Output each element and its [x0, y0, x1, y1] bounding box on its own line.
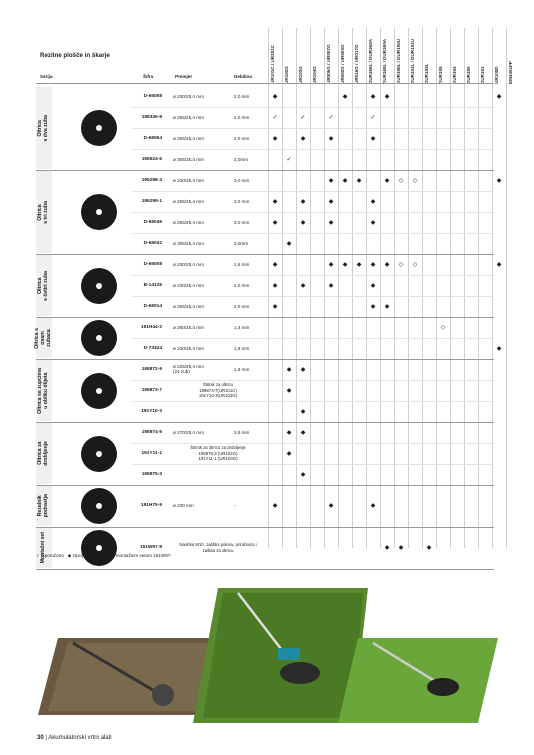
product-code: 191H44-2: [140, 324, 162, 330]
section-title: Rezilne plošče in škarje: [40, 52, 110, 59]
row-divider: [132, 443, 494, 444]
hollow-diamond-icon: ◇: [440, 324, 446, 331]
model-header: DUR181: [480, 66, 485, 84]
thickness-value: 2,0mm: [234, 156, 249, 162]
product-code: D-66014: [143, 303, 162, 309]
product-code: 199873-7: [141, 387, 162, 393]
model-header: UR102G: [284, 66, 289, 84]
diamond-icon: ◆: [496, 345, 502, 352]
product-code: 191H75-9: [140, 503, 162, 508]
row-divider: [132, 275, 494, 276]
model-header: UR104G: [312, 66, 317, 84]
diamond-icon: ◆: [300, 366, 306, 373]
group-divider: [36, 569, 494, 570]
blade-hole: [96, 503, 102, 509]
product-code: 191Y11-1: [141, 450, 162, 456]
diamond-icon: ◆: [496, 93, 502, 100]
product-code: 195299-1: [141, 198, 162, 204]
diamond-icon: ◆: [300, 135, 306, 142]
header-rule: [36, 83, 494, 84]
model-header: EM4351FP: [508, 61, 513, 84]
product-code: D-66064: [143, 135, 162, 141]
diameter-value: ø 255/25,4 mm: [173, 198, 204, 204]
diamond-icon: ◆: [370, 303, 376, 310]
diamond-icon: ◆: [496, 261, 502, 268]
trimmer-motor: [278, 648, 300, 660]
group-divider: [36, 254, 494, 255]
group-label: [36, 528, 52, 568]
diamond-icon: ◆: [272, 198, 278, 205]
product-code: 195298-3: [141, 177, 162, 183]
diamond-icon: ◆: [286, 240, 292, 247]
diamond-icon: ◆: [300, 282, 306, 289]
diamond-icon: ◆: [286, 387, 292, 394]
product-code: 198874-5: [141, 429, 162, 435]
model-header: UR016G / UR017G: [354, 44, 359, 84]
product-code: B-14126: [143, 282, 162, 288]
check-icon: ✓: [300, 114, 306, 121]
page-number: 30: [37, 735, 44, 741]
page-footer: [37, 735, 112, 741]
thickness-value: 1,8 mm: [234, 345, 250, 351]
group-name: Montažni set: [40, 532, 47, 564]
row-divider: [132, 380, 494, 381]
check-icon: ✓: [370, 114, 376, 121]
thickness-value: 1,8 mm: [234, 366, 250, 372]
product-code: 195624-6: [141, 156, 162, 162]
column-separator: [338, 28, 339, 548]
legend-supplied: Isporučeno: [41, 553, 64, 558]
group-name: Rezalnik podrastja: [37, 494, 49, 518]
thickness-value: 3,0mm: [234, 240, 249, 246]
hollow-diamond-icon: ◇: [398, 177, 404, 184]
model-header: UR101C / UR201C: [270, 44, 275, 84]
diameter-value: ø 255/25,4 mm: [173, 135, 204, 141]
diameter-value: ø 230/25,4 mm: [173, 93, 204, 99]
column-separator: [352, 28, 353, 548]
diamond-icon: ◆: [272, 93, 278, 100]
diamond-icon: ◆: [328, 219, 334, 226]
column-separator: [380, 28, 381, 548]
group-note: Štitnik za oltricu 199873-7(UR101C) 191Y10-3(UR103G): [198, 382, 238, 399]
product-code: D-66036: [143, 219, 162, 225]
group-label: [36, 255, 52, 316]
blade-icon: [78, 318, 120, 358]
group-label: [36, 423, 52, 484]
diamond-icon: ◆: [370, 135, 376, 142]
blade-icon: [78, 108, 120, 148]
product-code: D-66058: [143, 93, 162, 99]
diameter-value: ø 305/25,4 mm: [173, 240, 204, 246]
row-divider: [132, 149, 494, 150]
legend-mount-set: Samo s montažnim setom 191W97-: [98, 553, 172, 558]
diameter-value: ø 255/25,4 mm: [173, 303, 204, 309]
column-separator: [478, 28, 479, 548]
diamond-icon: ◆: [272, 282, 278, 289]
group-divider: [36, 170, 494, 171]
hollow-diamond-icon: ◇: [412, 177, 418, 184]
diamond-icon: ◆: [426, 545, 432, 551]
diameter-header: Premjer: [175, 74, 193, 79]
column-separator: [394, 28, 395, 548]
blade-hole: [96, 209, 102, 215]
series-header: Serija: [40, 74, 53, 79]
row-divider: [132, 296, 494, 297]
group-note: Štitnik za oltricu za drobljenje 199875-3 (UR102G) 191Y11-1 (UR103G): [190, 445, 246, 462]
diameter-value: ø 230/25,4 mm: [173, 177, 204, 183]
blade-hole: [96, 335, 102, 341]
diamond-icon: ◆: [272, 261, 278, 268]
model-header: UR103G: [298, 66, 303, 84]
product-code: 191W97-9: [139, 545, 162, 550]
diameter-value: ø 270/25,4 mm: [173, 429, 204, 435]
thickness-value: 2,0 mm: [234, 114, 250, 120]
column-separator: [436, 28, 437, 548]
diamond-icon: ◆: [370, 503, 376, 509]
row-divider: [132, 233, 494, 234]
diameter-value: ø 230/25,4 mm: [173, 282, 204, 288]
group-label: [36, 171, 52, 253]
model-header: DUR193L: [424, 63, 429, 84]
legend-optional: Opcijsko: [72, 553, 91, 558]
group-label: [36, 360, 52, 421]
code-header: Šifra: [143, 74, 154, 79]
check-icon: ✓: [328, 114, 334, 121]
diamond-icon: ◆: [384, 177, 390, 184]
diamond-icon: ◆: [370, 261, 376, 268]
blade-hole: [96, 545, 102, 551]
model-header: DUR194: [452, 66, 457, 84]
trimmer-guard: [280, 662, 320, 684]
group-name: Oltrica s tri zuba: [37, 200, 49, 224]
row-divider: [132, 191, 494, 192]
product-code: 198345-9: [141, 114, 162, 120]
diameter-value: ø 230 mm: [173, 503, 194, 508]
thickness-value: 1,4 mm: [234, 324, 250, 330]
model-header: UR100D: [494, 66, 499, 84]
group-label: [36, 486, 52, 526]
diamond-icon: ◆: [370, 93, 376, 100]
group-name: Oltrica s osam zubaca: [34, 327, 52, 349]
thickness-value: -: [234, 503, 236, 508]
diamond-icon: ◆: [384, 261, 390, 268]
diamond-icon: ◆: [300, 471, 306, 478]
diamond-icon: ◆: [67, 553, 72, 558]
footer-text: Akumulatorski vrtni alati: [48, 735, 112, 741]
check-icon: ✓: [272, 114, 278, 121]
thickness-value: 3,0 mm: [234, 177, 250, 183]
thickness-value: 3,9 mm: [234, 429, 250, 435]
diamond-icon: ◆: [342, 177, 348, 184]
product-code: 199875-3: [141, 471, 162, 477]
product-photos: [38, 583, 498, 723]
blade-icon: [78, 266, 120, 306]
diamond-icon: ◆: [300, 198, 306, 205]
product-code: D-66008: [143, 261, 162, 267]
blade-icon: [78, 528, 120, 568]
diamond-icon: ◆: [300, 408, 306, 415]
group-label: [36, 318, 52, 358]
diamond-icon: ◆: [328, 198, 334, 205]
diamond-icon: ◆: [300, 429, 306, 436]
column-separator: [408, 28, 409, 548]
check-icon: ✓: [36, 553, 40, 558]
hollow-diamond-icon: ◇: [398, 261, 404, 268]
diamond-icon: ◆: [328, 282, 334, 289]
trimmer-head-1: [152, 684, 174, 706]
diamond-icon: ◆: [384, 303, 390, 310]
diamond-icon: ◆: [272, 303, 278, 310]
thickness-value: 3,0 mm: [234, 198, 250, 204]
blade-icon: [78, 192, 120, 232]
model-header: DUR185: [466, 66, 471, 84]
model-header: DUR368L / DUR368A: [368, 38, 373, 84]
diamond-icon: ◆: [370, 198, 376, 205]
diameter-value: ø 255/25,4 mm: [173, 114, 204, 120]
column-separator: [450, 28, 451, 548]
diamond-icon: ◆: [286, 429, 292, 436]
legend: [36, 553, 172, 559]
column-separator: [464, 28, 465, 548]
row-divider: [132, 212, 494, 213]
diamond-icon: ◆: [370, 282, 376, 289]
diameter-value: ø 255/25,4 mm: [173, 219, 204, 225]
column-separator: [506, 28, 507, 548]
diamond-icon: ◆: [356, 261, 362, 268]
group-name: Oltrica za drobljenje: [37, 441, 49, 466]
blade-hole: [96, 125, 102, 131]
blade-icon: [78, 486, 120, 526]
diamond-icon: ◆: [272, 135, 278, 142]
hollow-diamond-icon: ◇: [412, 261, 418, 268]
diamond-icon: ◆: [398, 545, 404, 551]
blade-hole: [96, 283, 102, 289]
thickness-value: 2,0 mm: [234, 93, 250, 99]
blade-icon: [78, 434, 120, 474]
diamond-icon: ◆: [356, 177, 362, 184]
product-code: D-73324: [143, 345, 162, 351]
column-separator: [422, 28, 423, 548]
blade-icon: [78, 371, 120, 411]
group-divider: [36, 359, 494, 360]
group-divider: [36, 422, 494, 423]
group-name: Oltrica s dva zuba: [37, 114, 49, 142]
footer-separator: |: [45, 735, 47, 741]
trimmer-head-3: [427, 678, 459, 696]
column-separator: [310, 28, 311, 548]
product-code: D-66042: [143, 240, 162, 246]
model-header: UR002G / UR003G: [340, 44, 345, 84]
product-code: 198872-9: [141, 366, 162, 372]
thickness-value: 3,0 mm: [234, 219, 250, 225]
group-label: [36, 87, 52, 169]
diamond-icon: ◆: [286, 366, 292, 373]
hollow-diamond-icon: ◇: [94, 553, 98, 558]
diamond-icon: ◆: [328, 177, 334, 184]
thickness-value: 2,0 mm: [234, 303, 250, 309]
thickness-value: 2,0 mm: [234, 135, 250, 141]
diamond-icon: ◆: [272, 219, 278, 226]
row-divider: [132, 401, 494, 402]
diamond-icon: ◆: [328, 261, 334, 268]
thickness-header: Debilina: [234, 74, 252, 79]
diamond-icon: ◆: [328, 503, 334, 509]
row-divider: [132, 464, 494, 465]
blade-hole: [96, 388, 102, 394]
group-note: Navrtka M10, zaštitni pokrov, prirubnica i zaštita za oltricu: [179, 542, 257, 553]
check-icon: ✓: [286, 156, 292, 163]
diamond-icon: ◆: [286, 450, 292, 457]
thickness-value: 1,8 mm: [234, 261, 250, 267]
column-separator: [492, 28, 493, 548]
diamond-icon: ◆: [496, 177, 502, 184]
diameter-value: ø 225/25,4 mm (24 zub): [173, 363, 204, 374]
model-header: DUR189: [438, 66, 443, 84]
model-header: DUR190L / DUR190U: [396, 38, 401, 84]
diameter-value: ø 305/25,4 mm: [173, 156, 204, 162]
diamond-icon: ◆: [342, 93, 348, 100]
diameter-value: ø 230/25,4 mm: [173, 261, 204, 267]
diamond-icon: ◆: [370, 219, 376, 226]
diameter-value: ø 260/25,4 mm: [173, 324, 204, 330]
row-divider: [132, 107, 494, 108]
row-divider: [132, 338, 494, 339]
diamond-icon: ◆: [300, 219, 306, 226]
thickness-value: 2,0 mm: [234, 282, 250, 288]
diameter-value: ø 230/25,4 mm: [173, 345, 204, 351]
column-separator: [282, 28, 283, 548]
diamond-icon: ◆: [342, 261, 348, 268]
product-code: 191Y10-3: [141, 408, 162, 414]
blade-hole: [96, 451, 102, 457]
diamond-icon: ◆: [384, 93, 390, 100]
group-name: Oltrica sa zupcima u obliku dlijeta: [37, 367, 49, 414]
diamond-icon: ◆: [328, 135, 334, 142]
row-divider: [132, 128, 494, 129]
diamond-icon: ◆: [384, 545, 390, 551]
photo-lawn: [338, 638, 498, 723]
diamond-icon: ◆: [272, 503, 278, 509]
model-header: UR006G / UR007G: [326, 44, 331, 84]
group-name: Oltrica s četiri zuba: [37, 270, 49, 301]
model-header: DUR191L / DUR191U: [410, 38, 415, 84]
model-header: DUR368L / DUR369A: [382, 38, 387, 84]
